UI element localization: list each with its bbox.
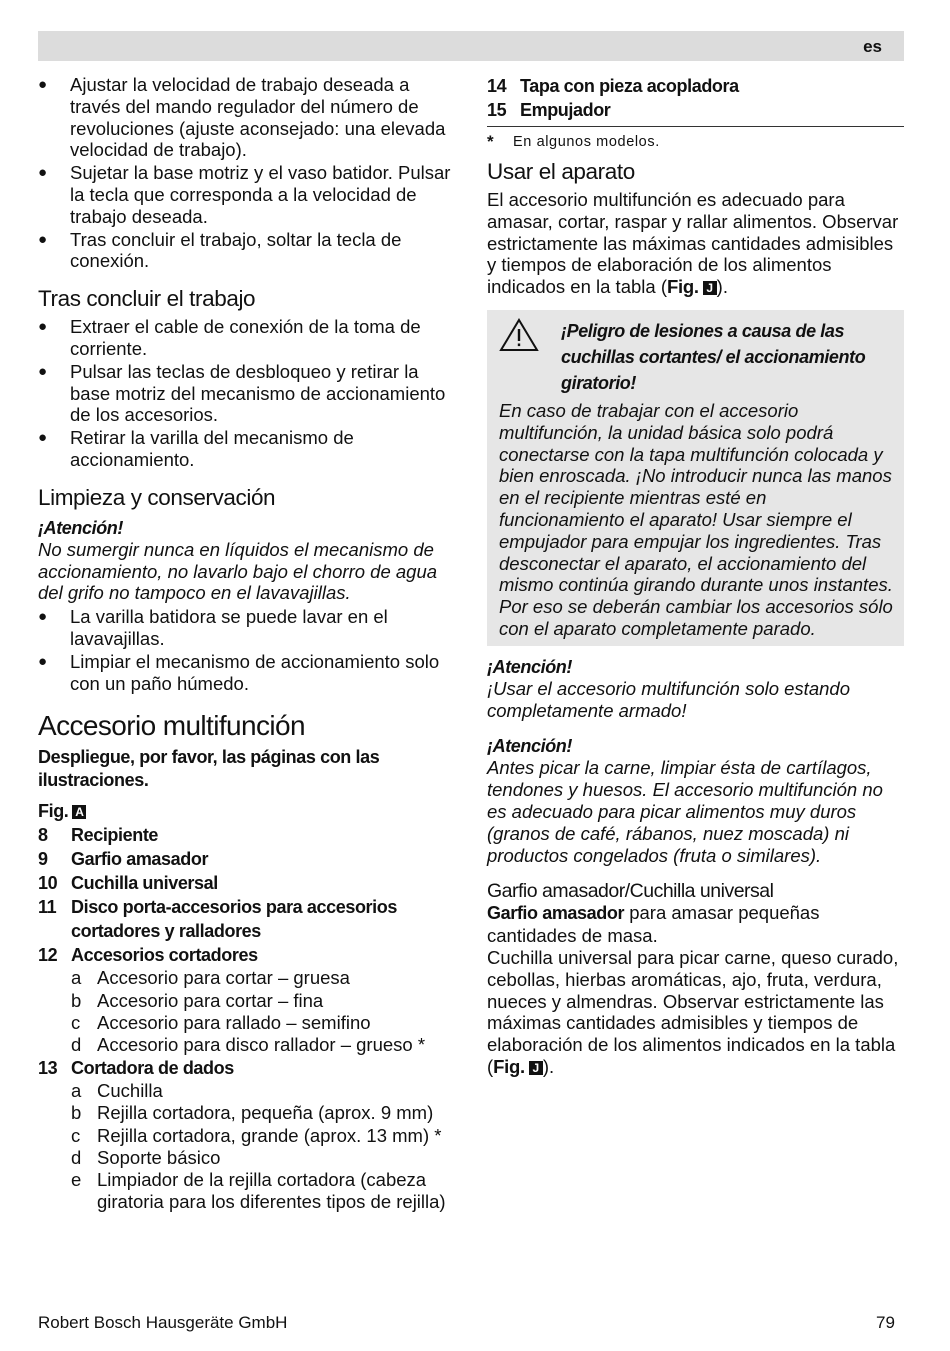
sub-item: d Soporte básico xyxy=(71,1146,221,1168)
sub-item: e Limpiador de la rejilla cortadora (cabeza giratoria para los diferentes tipos de rejilla) xyxy=(71,1168,446,1213)
fig-j-box: J xyxy=(529,1061,543,1075)
warning-title: ¡Peligro de lesiones a causa de las cuchillas cortantes/ el accionamiento giratorio! xyxy=(561,320,866,393)
sub-item: a Accesorio para cortar – gruesa xyxy=(71,967,350,989)
sub-item: b Accesorio para cortar – fina xyxy=(71,989,324,1011)
sub-item: b Rejilla cortadora, pequeña (aprox. 9 mm) xyxy=(71,1102,434,1124)
heading-garfio: Garfio amasador/Cuchilla universal xyxy=(487,880,774,903)
header-bar xyxy=(38,31,904,61)
list-item: ● Tras concluir el trabajo, soltar la tecla de conexión. xyxy=(38,229,458,273)
figure-reference xyxy=(38,800,458,823)
heading-limpieza: Limpieza y conservación xyxy=(38,484,276,510)
list-item: ● Extraer el cable de conexión de la toma de corriente. xyxy=(38,316,458,360)
warning-triangle-icon xyxy=(499,318,561,396)
language-label: es xyxy=(863,37,882,56)
numbered-item: 15 Empujador xyxy=(487,100,611,120)
attention-text: Antes picar la carne, limpiar ésta de cartílagos, tendones y huesos. El accesorio multifunción no es adecuado para picar alimentos muy duros (granos de café, rábanos, nuez moscada) ni productos congelados (fruta o similares). xyxy=(487,757,883,866)
fig-j-box: J xyxy=(703,281,717,295)
attention-text: ¡Usar el accesorio multifunción solo estando completamente armado! xyxy=(487,677,850,721)
garfio-paragraph: Garfio amasador para amasar pequeñas cantidades de masa. xyxy=(487,902,820,947)
list-item: ● Limpiar el mecanismo de accionamiento solo con un paño húmedo. xyxy=(38,651,458,695)
sub-item: c Rejilla cortadora, grande (aprox. 13 mm) * xyxy=(71,1124,442,1146)
sub-item: d Accesorio para disco rallador – grueso * xyxy=(71,1033,426,1055)
numbered-item: 13 Cortadora de dados xyxy=(38,1058,234,1079)
heading-accesorio: Accesorio multifunción xyxy=(38,710,305,742)
unfold-note: Despliegue, por favor, las páginas con las ilustraciones. xyxy=(38,747,380,791)
usar-paragraph: El accesorio multifunción es adecuado para amasar, cortar, raspar y rallar alimentos. Observar estrictamente las máximas cantidades admisibles y tiempos de elaboración de los alimentos indicados en la tabla (Fig. J ). xyxy=(487,189,899,298)
divider xyxy=(487,126,904,127)
fig-label: Fig. xyxy=(38,801,69,822)
right-column xyxy=(487,74,904,1078)
numbered-item: 8 Recipiente xyxy=(38,825,159,846)
numbered-item: 11 Disco porta-accesorios para accesorios cortadores y ralladores xyxy=(38,897,397,942)
heading-tras-concluir: Tras concluir el trabajo xyxy=(38,286,256,312)
numbered-item: 14 Tapa con pieza acopladora xyxy=(487,76,739,96)
list-item: ● Ajustar la velocidad de trabajo deseada a través del mando regulador del número de revoluciones (ajuste aconsejado: una elevada velocidad de trabajo). xyxy=(38,74,458,161)
attention-label: ¡Atención! xyxy=(38,517,123,538)
attention-label: ¡Atención! xyxy=(487,656,572,677)
list-item: ● La varilla batidora se puede lavar en el lavavajillas. xyxy=(38,606,458,650)
list-item: ● Sujetar la base motriz y el vaso batidor. Pulsar la tecla que corresponda a la velocidad de trabajo deseada. xyxy=(38,162,458,227)
fig-a-box: A xyxy=(72,805,86,819)
numbered-item: 9 Garfio amasador xyxy=(38,849,209,870)
numbered-item: 12 Accesorios cortadores xyxy=(38,945,258,966)
warning-text: En caso de trabajar con el accesorio multifunción, la unidad básica solo podrá conectarse con la tapa multifunción colocada y bien enroscada. ¡No introducir nunca las manos en el recipiente mientras esté en funcionamiento el aparato! Usar siempre el empujador para empujar los ingredientes. Tras desconectar el aparato, el accionamiento del mismo continúa girando durante unos instantes. Por eso se deberán cambiar los accesorios sólo con el aparato completamente parado. xyxy=(499,399,893,639)
numbered-item: 10 Cuchilla universal xyxy=(38,873,218,894)
sub-item: c Accesorio para rallado – semifino xyxy=(71,1011,371,1033)
page-number: 79 xyxy=(876,1313,895,1332)
list-item: ● Pulsar las teclas de desbloqueo y retirar la base motriz del mecanismo de accionamiento de los accesorios. xyxy=(38,361,458,426)
limpieza-warning: No sumergir nunca en líquidos el mecanismo de accionamiento, no lavarlo bajo el chorro de agua del grifo no tampoco en el lavavajillas. xyxy=(38,538,438,604)
heading-usar: Usar el aparato xyxy=(487,159,635,184)
footnote: * En algunos modelos. xyxy=(487,132,660,151)
left-column xyxy=(38,74,458,1213)
list-item: ● Retirar la varilla del mecanismo de accionamiento. xyxy=(38,427,458,471)
attention-label: ¡Atención! xyxy=(487,736,572,757)
footer-company: Robert Bosch Hausgeräte GmbH xyxy=(38,1313,288,1332)
cuchilla-paragraph: Cuchilla universal para picar carne, queso curado, cebollas, hierbas aromáticas, ajo, fruta, verdura, nueces y almendras. Observar estrictamente las máximas cantidades admisibles y tiempos de elaboración de los alimentos indicados en la tabla (Fig. J ). xyxy=(487,946,899,1077)
sub-item: a Cuchilla xyxy=(71,1080,163,1102)
warning-box xyxy=(487,310,904,646)
